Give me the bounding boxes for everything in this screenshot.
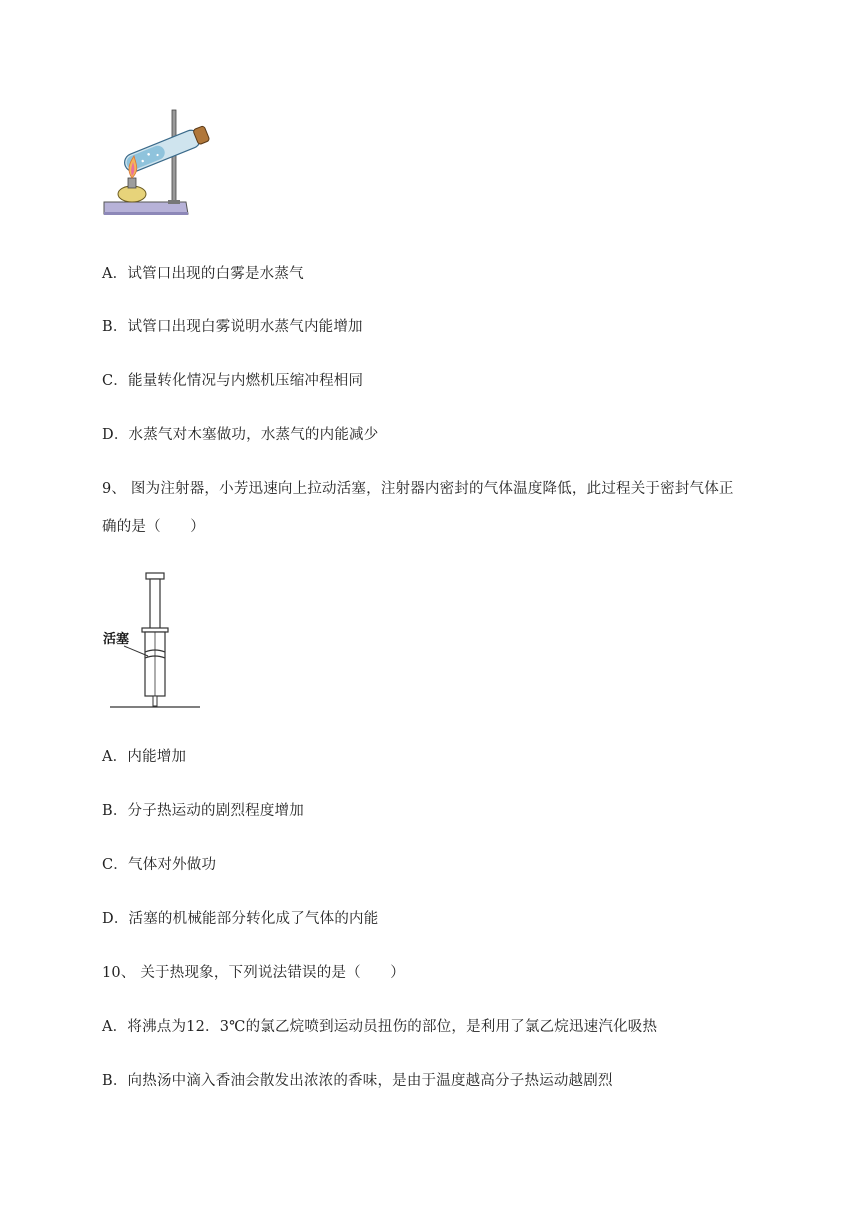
q9-option-d: D．活塞的机械能部分转化成了气体的内能: [102, 911, 379, 927]
q9-option-c: C．气体对外做功: [102, 857, 217, 873]
syringe-figure: [102, 570, 202, 712]
q10-option-b: B．向热汤中滴入香油会散发出浓浓的香味，是由于温度越高分子热运动越剧烈: [102, 1073, 613, 1089]
test-tube-heating-figure: [102, 106, 222, 222]
q9-stem-line1: 9、 图为注射器，小芳迅速向上拉动活塞，注射器内密封的气体温度降低，此过程关于密封气体正: [102, 481, 734, 497]
q10-option-a: A．将沸点为12．3℃的氯乙烷喷到运动员扭伤的部位，是利用了氯乙烷迅速汽化吸热: [102, 1019, 658, 1035]
q9-option-b: B．分子热运动的剧烈程度增加: [102, 803, 304, 819]
q9-stem-line2: 确的是（ ）: [102, 519, 205, 535]
q8-option-b: B．试管口出现白雾说明水蒸气内能增加: [102, 319, 363, 335]
q8-option-a: A．试管口出现的白雾是水蒸气: [102, 266, 304, 282]
syringe-piston-label: 活塞: [103, 631, 130, 646]
q10-stem: 10、 关于热现象，下列说法错误的是（ ）: [102, 965, 405, 981]
q9-option-a: A．内能增加: [102, 749, 187, 765]
q8-option-c: C．能量转化情况与内燃机压缩冲程相同: [102, 373, 364, 389]
q8-option-d: D．水蒸气对木塞做功，水蒸气的内能减少: [102, 427, 379, 443]
